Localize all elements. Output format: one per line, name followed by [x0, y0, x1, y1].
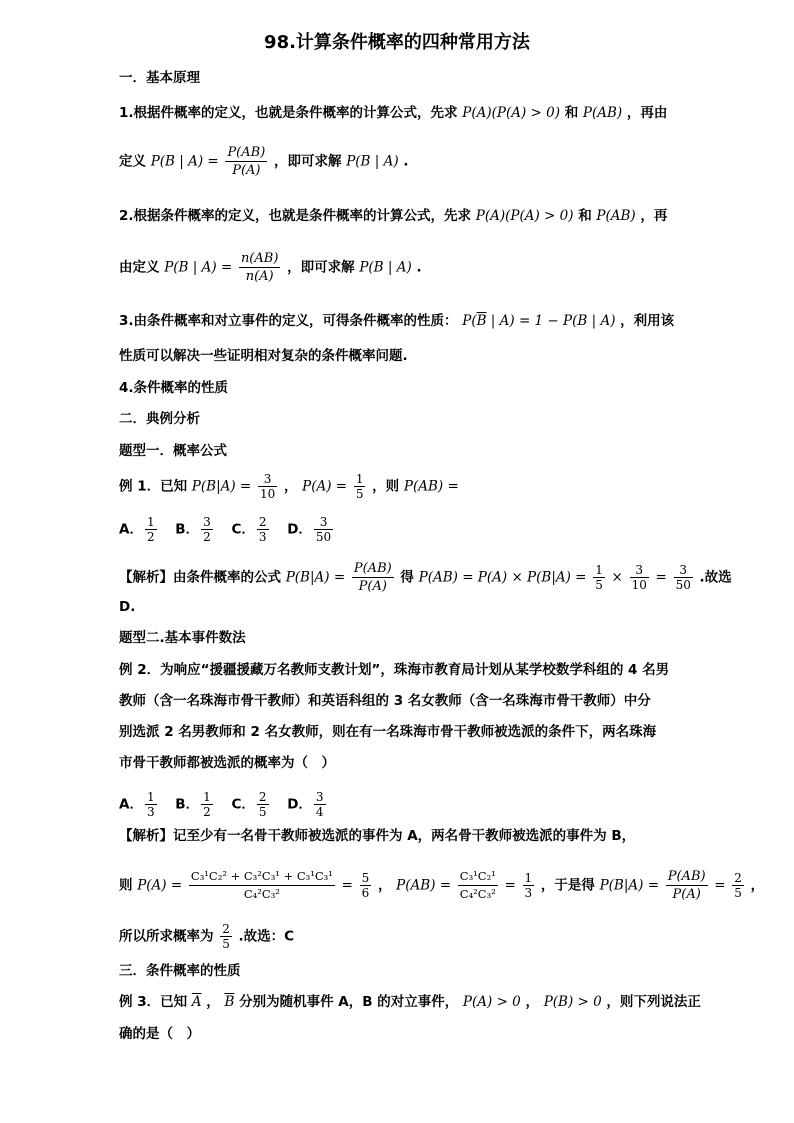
fraction [257, 790, 269, 819]
fraction-numerator: 3 [314, 515, 333, 530]
fraction-numerator: 2 [734, 871, 742, 885]
example-3-line-1 [119, 992, 701, 1012]
fraction [239, 250, 280, 285]
principle-1-line-1 [119, 103, 667, 123]
example-1 [119, 472, 459, 501]
math-expression: P(B|A) = [191, 478, 252, 495]
complement-b: $\overline{B}$ [476, 313, 487, 329]
fraction [201, 790, 213, 819]
fraction-numerator: 1 [524, 871, 533, 885]
fraction [314, 515, 333, 544]
fraction [630, 563, 649, 592]
math-expression: P(A)(P(A) > 0) [475, 208, 574, 224]
text: 和 [578, 208, 592, 224]
option-c [231, 515, 270, 544]
option-b [175, 515, 214, 544]
option-letter: C． [231, 521, 255, 538]
math-expression: P(B | A) [359, 259, 412, 276]
fraction [352, 560, 394, 595]
text: 1.根据件概率的定义，也就是条件概率的计算公式，先求 [119, 105, 458, 121]
option-letter: D． [287, 521, 312, 538]
text: 例 1．已知 [119, 478, 188, 495]
solution-1 [119, 560, 732, 595]
fraction-numerator: P(AB) [353, 561, 392, 576]
principle-3-line-2: 性质可以解决一些证明相对复杂的条件概率问题. [119, 348, 408, 364]
text: ，则 [372, 478, 400, 495]
text: . [416, 259, 422, 276]
fraction-numerator: n(AB) [240, 251, 279, 266]
fraction [257, 515, 269, 544]
text: ，利用该 [620, 313, 675, 329]
text: ， [525, 994, 539, 1010]
math-expression: P(A)(P(A) > 0) [462, 105, 560, 121]
fraction-denominator: 5 [222, 937, 230, 951]
math-operator: = [504, 877, 516, 894]
math-expression: P(A) > 0 [462, 994, 521, 1010]
example-2-line-3: 别选派 2 名男教师和 2 名女教师，则在有一名珠海市骨干教师被选派的条件下，两名珠海 [119, 724, 657, 740]
option-letter: D． [287, 796, 312, 813]
text: 例 3．已知 [119, 994, 188, 1010]
math-expression [462, 313, 615, 329]
option-letter: A． [119, 796, 143, 813]
option-a [119, 790, 159, 819]
fraction-numerator: 3 [674, 563, 693, 578]
fraction-denominator: P(A) [232, 163, 261, 178]
fraction-denominator: n(A) [245, 269, 274, 284]
fraction [220, 922, 232, 951]
math-expression: P(B | A) = [150, 153, 219, 170]
text: 和 [564, 105, 579, 121]
principle-1-line-2 [119, 144, 408, 179]
fraction-denominator: 5 [355, 487, 364, 501]
fraction-denominator: 50 [675, 578, 691, 592]
text: .故选 [699, 569, 732, 586]
fraction-numerator: 1 [355, 472, 364, 486]
fraction-numerator: 1 [146, 790, 155, 804]
math-operator: = [341, 877, 353, 894]
text: ， [377, 877, 392, 894]
fraction-denominator: 10 [259, 487, 276, 501]
fraction-numerator: 5 [361, 871, 370, 885]
fraction-numerator: P(AB) [667, 869, 706, 884]
option-c [231, 790, 270, 819]
text: ，再 [640, 208, 668, 224]
fraction-denominator: 3 [146, 805, 155, 819]
fraction-denominator: 2 [203, 530, 211, 544]
text: ， [283, 478, 298, 495]
math-expression: P(AB) = P(A) × P(B|A) = [418, 569, 587, 586]
fraction-numerator: 1 [203, 790, 211, 804]
text: ，即可求解 [273, 153, 342, 170]
math-expression: P(B|A) = [285, 569, 346, 586]
type-heading-1: 题型一．概率公式 [119, 443, 227, 459]
math-expression: P(AB) = [403, 478, 459, 495]
fraction-numerator: P(AB) [227, 145, 266, 160]
principle-3-line-1 [119, 311, 674, 331]
option-letter: B． [175, 796, 200, 813]
text: . [403, 153, 409, 170]
principle-2-line-2 [119, 250, 422, 285]
fraction-numerator: 3 [258, 472, 277, 487]
example-1-options [119, 515, 347, 544]
math-operator: = [655, 569, 667, 586]
option-a [119, 515, 159, 544]
text: ，即可求解 [287, 259, 355, 276]
section-heading-examples: 二．典例分析 [119, 411, 200, 427]
page-title: 98.计算条件概率的四种常用方法 [264, 32, 530, 53]
text: ，则下列说法正 [606, 994, 701, 1010]
fraction [674, 563, 693, 592]
fraction [145, 515, 157, 544]
text: 3.由条件概率和对立事件的定义，可得条件概率的性质： [119, 313, 458, 329]
option-d [287, 515, 335, 544]
math-expression: P(AB) = [396, 877, 452, 894]
option-b [175, 790, 214, 819]
text: 则 [119, 877, 133, 894]
text: ， [750, 877, 765, 894]
fraction [189, 868, 335, 903]
fraction-denominator: 4 [315, 805, 324, 819]
math-expression: P(AB) [582, 105, 623, 121]
fraction-denominator: 3 [524, 886, 533, 900]
fraction [523, 871, 535, 900]
fraction-denominator: 10 [631, 578, 647, 592]
fraction-denominator: C₄²C₃² [243, 887, 280, 901]
text: ，于是得 [540, 877, 595, 894]
math-expression: P(A) = [302, 478, 348, 495]
fraction-numerator: 1 [146, 515, 155, 529]
text: ，再由 [626, 105, 668, 121]
fraction-denominator: 5 [595, 578, 603, 592]
fraction-denominator: P(A) [358, 579, 387, 594]
fraction [314, 790, 326, 819]
math-expression: P(B | A) [346, 153, 399, 170]
principle-2-line-1 [119, 206, 667, 226]
solution-2-conclusion [119, 922, 294, 951]
fraction [225, 144, 267, 179]
text: 2.根据条件概率的定义，也就是条件概率的计算公式，先求 [119, 208, 472, 224]
example-3-line-2: 确的是（ ） [119, 1026, 200, 1042]
section-heading-basic-principles: 一．基本原理 [119, 70, 200, 86]
option-letter: A． [119, 521, 143, 538]
fraction-numerator: 2 [258, 515, 267, 529]
fraction [145, 790, 157, 819]
math-operator: × [611, 569, 623, 586]
fraction-numerator: 2 [222, 922, 230, 936]
text: .故选：C [238, 928, 295, 945]
math-expression: P(AB) [596, 208, 636, 224]
fraction [593, 563, 605, 592]
text: 定义 [119, 153, 146, 170]
example-2-options [119, 790, 340, 819]
solution-2-line-2 [119, 868, 764, 903]
math-expression: P(B|A) = [599, 877, 660, 894]
complement-a: $\overline{A}$ [191, 994, 202, 1010]
fraction-denominator: C₄²C₃² [459, 887, 496, 901]
text: 由定义 [119, 259, 160, 276]
fraction-numerator: 2 [258, 790, 267, 804]
fraction-numerator: 3 [315, 790, 324, 804]
text: 所以所求概率为 [119, 928, 214, 945]
text: 得 [400, 569, 414, 586]
principle-4: 4.条件概率的性质 [119, 380, 229, 396]
complement-b: $\overline{B}$ [224, 994, 235, 1010]
math-expression: P(B) > 0 [543, 994, 602, 1010]
fraction [458, 868, 498, 903]
example-2-line-1: 例 2．为响应“援疆援藏万名教师支教计划”，珠海市教育局计划从某学校数学科组的 4 名男 [119, 662, 670, 678]
option-letter: B． [175, 521, 200, 538]
math-part: P( [462, 313, 477, 329]
fraction [354, 472, 366, 501]
text: ， [206, 994, 220, 1010]
example-2-line-4: 市骨干教师都被选派的概率为（ ） [119, 755, 335, 771]
fraction-denominator: 5 [258, 805, 267, 819]
fraction [258, 472, 277, 501]
math-expression: P(B | A) = [164, 259, 233, 276]
fraction-numerator: 3 [630, 563, 649, 578]
example-2-line-2: 教师（含一名珠海市骨干教师）和英语科组的 3 名女教师（含一名珠海市骨干教师）中分 [119, 693, 651, 709]
fraction-denominator: 2 [203, 805, 211, 819]
fraction-denominator: 2 [146, 530, 155, 544]
math-expression: P(A) = [137, 877, 183, 894]
fraction [732, 871, 744, 900]
fraction [201, 515, 213, 544]
fraction-numerator: 1 [595, 563, 603, 577]
option-letter: C． [231, 796, 255, 813]
fraction-numerator: 3 [203, 515, 211, 529]
fraction [360, 871, 372, 900]
fraction-denominator: 6 [361, 886, 370, 900]
fraction-denominator: 3 [258, 530, 267, 544]
text: 分别为随机事件 A，B 的对立事件， [239, 994, 459, 1010]
fraction-numerator: C₃¹C₂¹ [458, 868, 498, 886]
math-part: | A) = 1 − P(B | A) [486, 313, 616, 329]
solution-2-line-1: 【解析】记至少有一名骨干教师被选派的事件为 A，两名骨干教师被选派的事件为 B， [119, 828, 636, 844]
option-d [287, 790, 327, 819]
solution-1-answer: D. [119, 599, 136, 615]
fraction-denominator: 5 [734, 886, 742, 900]
fraction-denominator: 50 [315, 530, 332, 544]
type-heading-2: 题型二.基本事件数法 [119, 630, 246, 646]
fraction-denominator: P(A) [672, 887, 701, 902]
text: 【解析】由条件概率的公式 [119, 569, 281, 586]
section-heading-properties: 三．条件概率的性质 [119, 963, 241, 979]
math-operator: = [714, 877, 726, 894]
fraction-numerator: C₃¹C₂² + C₃²C₃¹ + C₃¹C₃¹ [189, 868, 335, 886]
fraction [666, 868, 708, 903]
